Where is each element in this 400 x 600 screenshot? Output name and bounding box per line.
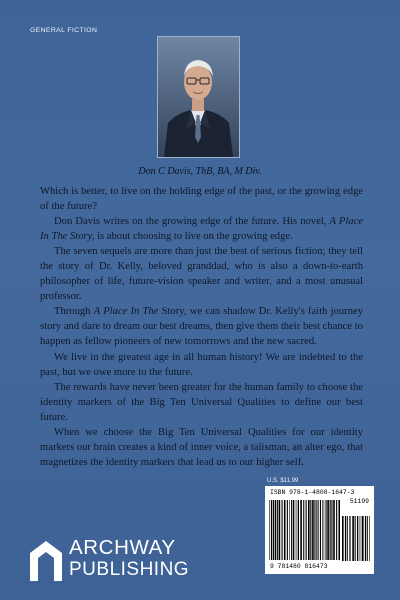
barcode	[265, 486, 374, 574]
blurb-paragraph: The seven sequels are more than just the best of serious fiction; they tell the story of Dr. Kelly, beloved granddad, who is also a down-to-earth philosopher of life, future-vision speaker and writer, and a most unusual professor.	[40, 246, 363, 303]
price-code: 51199	[349, 498, 369, 505]
blurb-paragraph: Which is better, to live on the holding edge of the past, or the growing edge of the future?	[40, 186, 363, 213]
barcode-digits: 9 781480 816473	[270, 563, 328, 570]
archway-logo-icon	[30, 541, 62, 581]
book-title: A Place In The	[93, 306, 159, 318]
genre-label: GENERAL FICTION	[30, 27, 98, 34]
addon-barcode-bars	[341, 507, 371, 562]
blurb-paragraph: When we choose the Big Ten Universal Qualities for our identity markers our brain creates a kind of inner voice, a talisman, an alter ego, that magnetizes the identity markers that lead us to our higher self.	[40, 426, 363, 468]
blurb-paragraph: We live in the greatest age in all human history! We are indebted to the past, but we owe more to the future.	[40, 351, 363, 378]
blurb-paragraph: The rewards have never been greater for the human family to choose the identity markers of the Big Ten Universal Qualities to define our best future.	[40, 381, 363, 423]
blurb-text	[40, 184, 363, 470]
publisher-name-line2: PUBLISHING	[69, 559, 190, 580]
blurb-paragraph: Don Davis writes on the growing edge of the future. His novel, A Place In The Story, is about choosing to live on the growing edge.	[40, 216, 363, 243]
book-title: A Place In The Story,	[40, 216, 363, 243]
isbn-label: ISBN 978-1-4808-1647-3	[270, 489, 355, 496]
publisher-name-line1: ARCHWAY	[69, 536, 176, 559]
ean-barcode-bars	[268, 496, 340, 564]
author-photo	[157, 36, 240, 158]
author-portrait-image	[158, 37, 239, 157]
blurb-paragraph: Through A Place In The Story, we can shadow Dr. Kelly's faith journey story and dare to dream our best dreams, then give them their best chance to happen as fellow pioneers of new tomorrows and the new sacred.	[40, 306, 364, 348]
author-caption: Don C Davis, ThB, BA, M Div.	[138, 166, 262, 177]
price-label: U.S. $11.99	[267, 478, 299, 484]
